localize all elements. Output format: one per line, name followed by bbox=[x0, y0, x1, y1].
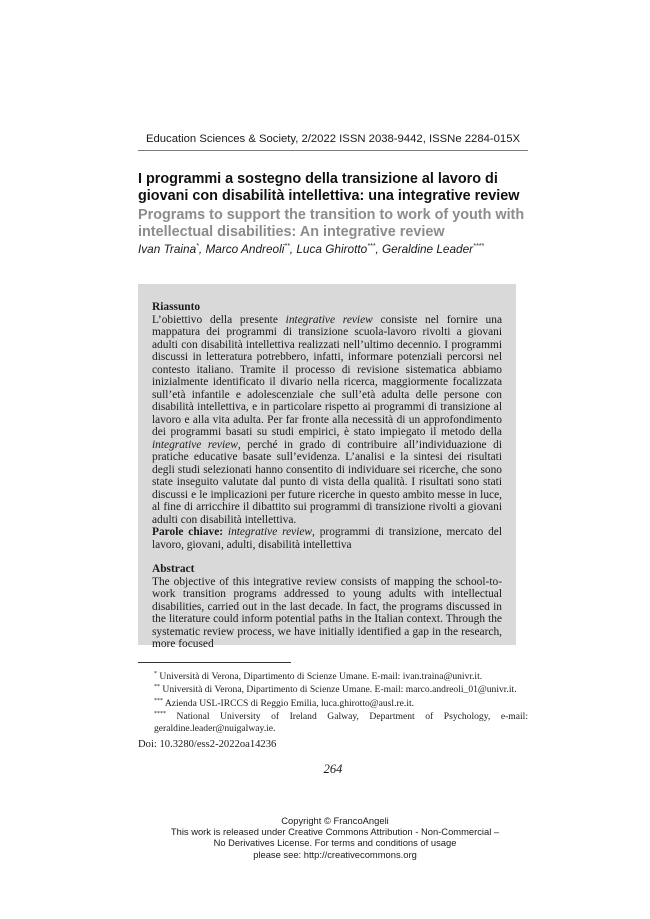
copyright-notice: Copyright © FrancoAngeli This work is released under Creative Commons Attribution - Non-Commercial – No Derivatives License. For terms and conditions of usage please see: http://creativecommons.org bbox=[170, 815, 500, 860]
footnote-rule bbox=[138, 662, 291, 663]
author-mark: * bbox=[196, 243, 199, 251]
abstract-box-content bbox=[152, 301, 502, 651]
author-name: Geraldine Leader bbox=[381, 242, 474, 256]
footnote: * Università di Verona, Dipartimento di Scienze Umane. E-mail: ivan.traina@univr.it. bbox=[154, 671, 483, 683]
author-name: Ivan Traina bbox=[138, 242, 197, 256]
author-name: Luca Ghirotto bbox=[296, 242, 368, 256]
footnote: ** Università di Verona, Dipartimento di Scienze Umane. E-mail: marco.andreoli_01@univr.it. bbox=[154, 684, 517, 696]
author-mark: ** bbox=[284, 243, 290, 251]
footnotes bbox=[138, 669, 528, 734]
author-name: Marco Andreoli bbox=[205, 242, 285, 256]
riassunto-text: L’obiettivo della presente integrative review consiste nel fornire una mappatura dei programmi di transizione scuola-lavoro rivolti a giovani adulti con disabilità intellettiva realizzati nell’ultimo decennio. I programmi discussi in letteratura potrebbero, infatti, informare potenziali percorsi nel contesto italiano. Tramite il processo di revisione sistematica abbiamo inizialmente identificato il divario nella ricerca, maggiormente focalizzata sull’età infantile e adolescenziale che sull’età adulta delle persone con disabilità intellettiva, e in particolare rispetto ai programmi di transizione al lavoro e alla vita adulta. Per far fronte alla necessità di un approfondimento dei programmi basati su studi empirici, è stato impiegato il metodo della integrative review, perché in grado di contribuire all’individuazione di pratiche educative basate sull’evidenza. L’analisi e la sintesi dei risultati degli studi selezionati hanno consentito di individuare sei ricerche, che sono state inseguito valutate dal punto di vista della qualità. I risultati sono stati discussi e le implicazioni per future ricerche in questo ambito messe in luce, al fine di arricchire il dibattito sui programmi di transizione rivolti a giovani adulti con disabilità intellettiva. bbox=[152, 313, 502, 526]
journal-header: Education Sciences & Society, 2/2022 ISSN 2038-9442, ISSNe 2284-015X bbox=[145, 133, 521, 145]
title-english: Programs to support the transition to work of youth with intellectual disabilities: An integrative review bbox=[138, 207, 525, 240]
header-rule bbox=[138, 150, 528, 151]
author-mark: *** bbox=[367, 243, 376, 251]
abstract-heading: Abstract bbox=[152, 563, 195, 575]
author-list: Ivan Traina*, Marco Andreoli**, Luca Ghirotto***, Geraldine Leader**** bbox=[138, 242, 485, 256]
keywords-label: Parole chiave: bbox=[152, 526, 224, 538]
title-italian: I programmi a sostegno della transizione al lavoro di giovani con disabilità intellettiva: una integrative review bbox=[138, 171, 520, 204]
footnote: **** National University of Ireland Galway, Department of Psychology, e-mail: geraldine.leader@nuigalway.ie. bbox=[154, 711, 528, 734]
doi: Doi: 10.3280/ess2-2022oa14236 bbox=[138, 739, 277, 750]
abstract-text: The objective of this integrative review consists of mapping the school-to-work transition programs addressed to young adults with intellectual disabilities, carried out in the last decade. In fact, the programs discussed in the literature could inform potential paths in the Italian context. Through the systematic review process, we have initially identified a gap in the research, more focused bbox=[152, 575, 502, 650]
author-mark: **** bbox=[473, 243, 485, 251]
riassunto-heading: Riassunto bbox=[152, 301, 201, 313]
footnote: *** Azienda USL-IRCCS di Reggio Emilia, luca.ghirotto@ausl.re.it. bbox=[154, 697, 415, 709]
page-number: 264 bbox=[323, 762, 343, 776]
keywords-line: Parole chiave: integrative review, programmi di transizione, mercato del lavoro, giovani, adulti, disabilità intellettiva bbox=[152, 526, 502, 551]
